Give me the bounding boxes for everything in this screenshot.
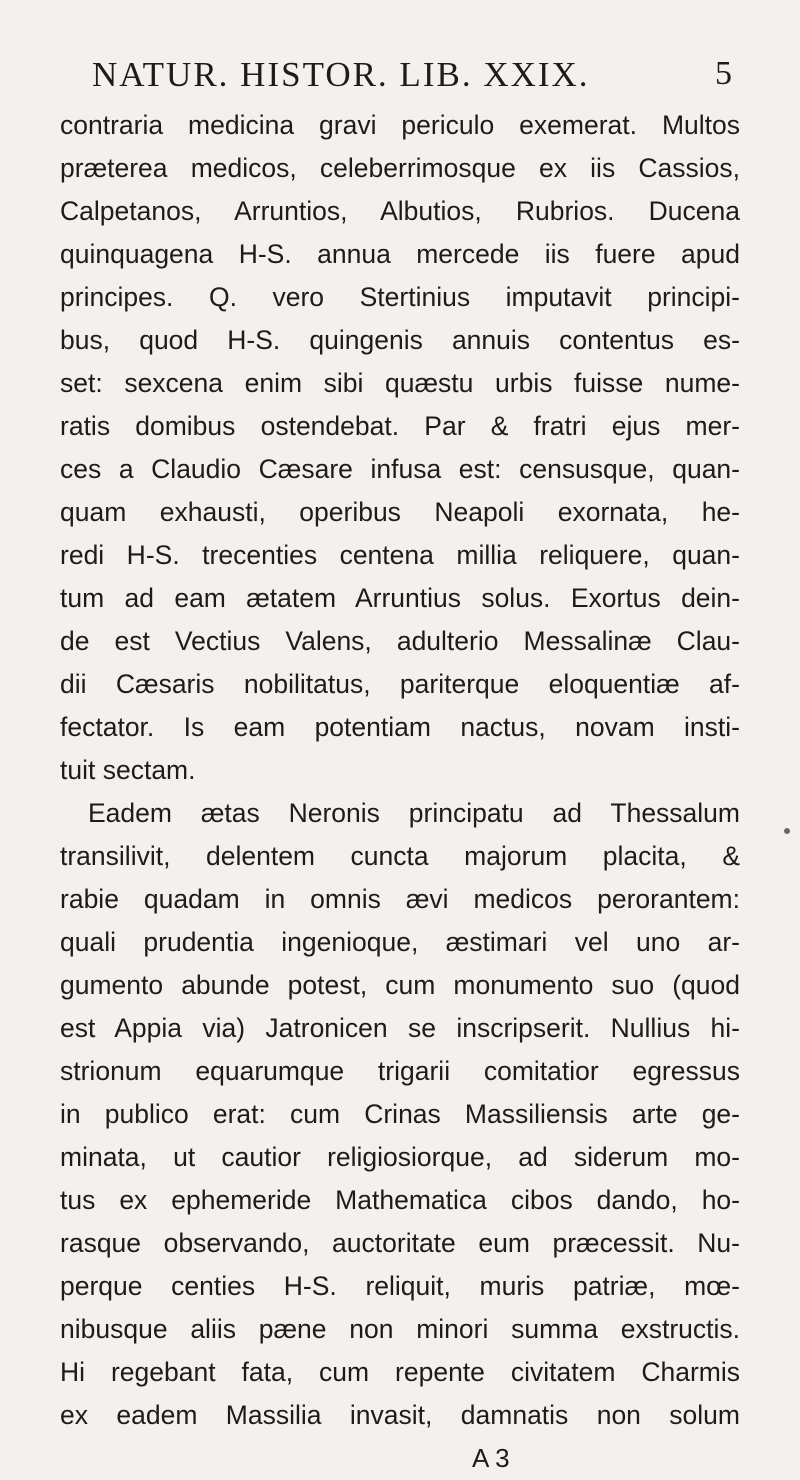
text-line: ratis domibus ostendebat. Par & fratri ejus mer- xyxy=(60,411,740,441)
signature-mark: A 3 xyxy=(472,1443,510,1473)
text-line: bus, quod H-S. quingenis annuis contentus es- xyxy=(60,325,740,355)
text-line: quam exhausti, operibus Neapoli exornata, he- xyxy=(60,497,740,527)
text-line: contraria medicina gravi periculo exemerat. Multos xyxy=(60,110,740,140)
text-line: tus ex ephemeride Mathematica cibos dando, ho- xyxy=(60,1185,740,1215)
text-line: set: sexcena enim sibi quæstu urbis fuisse nume- xyxy=(60,368,740,398)
text-line: perque centies H-S. reliquit, muris patriæ, mœ- xyxy=(60,1271,740,1301)
text-line: quinquagena H-S. annua mercede iis fuere apud xyxy=(60,239,740,269)
running-head xyxy=(92,55,732,95)
paragraph-1 xyxy=(60,104,740,792)
text-line: nibusque aliis pæne non minori summa exstructis. xyxy=(60,1314,740,1344)
text-line: est Appia via) Jatronicen se inscripserit. Nullius hi- xyxy=(60,1013,740,1043)
text-line: Hi regebant fata, cum repente civitatem Charmis xyxy=(60,1357,740,1387)
text-line: fectator. Is eam potentiam nactus, novam insti- xyxy=(60,712,740,742)
paragraph-2 xyxy=(60,792,740,1437)
margin-dot-mark xyxy=(784,828,790,834)
text-line: redi H-S. trecenties centena millia reliquere, quan- xyxy=(60,540,740,570)
page-number: 5 xyxy=(715,55,732,92)
text-line: præterea medicos, celeberrimosque ex iis Cassios, xyxy=(60,153,740,183)
text-line: dii Cæsaris nobilitatus, pariterque eloquentiæ af- xyxy=(60,669,740,699)
text-line: rasque observando, auctoritate eum præcessit. Nu- xyxy=(60,1228,740,1258)
text-line: strionum equarumque trigarii comitatior egressus xyxy=(60,1056,740,1086)
text-line: tum ad eam ætatem Arruntius solus. Exortus dein- xyxy=(60,583,740,613)
text-line: tuit sectam. xyxy=(60,755,196,785)
text-line: Calpetanos, Arruntios, Albutios, Rubrios. Ducena xyxy=(60,196,740,226)
text-line: minata, ut cautior religiosiorque, ad siderum mo- xyxy=(60,1142,740,1172)
text-line: transilivit, delentem cuncta majorum placita, & xyxy=(60,841,740,871)
text-line: ces a Claudio Cæsare infusa est: censusque, quan- xyxy=(60,454,740,484)
text-line: de est Vectius Valens, adulterio Messalinæ Clau- xyxy=(60,626,740,656)
text-line: in publico erat: cum Crinas Massiliensis arte ge- xyxy=(60,1099,740,1129)
text-line: rabie quadam in omnis ævi medicos perorantem: xyxy=(60,884,740,914)
text-line: ex eadem Massilia invasit, damnatis non solum xyxy=(60,1400,740,1430)
text-line: principes. Q. vero Stertinius imputavit principi- xyxy=(60,282,740,312)
text-line: Eadem ætas Neronis principatu ad Thessalum xyxy=(88,798,740,828)
main-text xyxy=(60,104,740,1480)
text-line: quali prudentia ingenioque, æstimari vel uno ar- xyxy=(60,927,740,957)
running-title: NATUR. HISTOR. LIB. XXIX. xyxy=(92,55,590,94)
text-line: gumento abunde potest, cum monumento suo (quod xyxy=(60,970,740,1000)
